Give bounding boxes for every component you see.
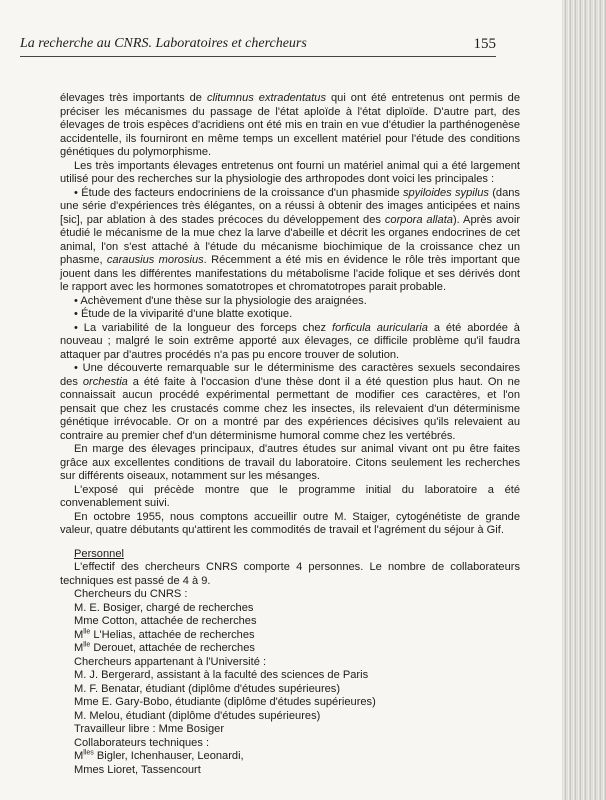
personnel-entry: Mmes Lioret, Tassencourt <box>74 763 201 776</box>
species-name: carausius morosius <box>106 254 204 266</box>
paragraph-principales: Les très importants élevages entretenus ont fourni un matériel animal qui a été largement utilisé pour des recherches sur la physiologie des arthropodes dont voici les principales : <box>60 159 520 185</box>
organ-name: corpora allata <box>384 213 453 226</box>
bullet-araignees: • Achèvement d'une thèse sur la physiologie des araignées. <box>74 294 367 307</box>
personnel-entry: $M^{lle}$ Derouet, attachée de recherches <box>74 641 255 654</box>
university-heading: Chercheurs appartenant à l'Université : <box>74 655 267 668</box>
running-title: La recherche au CNRS. Laboratoires et chercheurs <box>20 36 307 51</box>
bullet-forceps: • La variabilité de la longueur des forceps chez forficula auricularia a été abordée à nouveau ; malgré le soin extrême apporté aux élevages, ce difficile problème qu'il faudra attaquer par d'autres procédés n'a pas pu encore trouver de solution. <box>60 321 520 361</box>
page-edge-stack <box>562 0 606 800</box>
paragraph-octobre: En octobre 1955, nous comptons accueillir outre M. Staiger, cytogénétiste de grande valeur, quatre débutants qu'attirent les commodités de travail et l'agrément du séjour à Gif. <box>60 510 520 536</box>
species-name: forficula auricularia <box>332 321 428 334</box>
personnel-entry: M. E. Bosiger, chargé de recherches <box>74 601 254 614</box>
species-name: spyiloides sypilus <box>402 186 489 199</box>
personnel-entry: M. Melou, étudiant (diplôme d'études supérieures) <box>74 709 321 722</box>
page-body <box>60 92 520 777</box>
technical-heading: Collaborateurs techniques : <box>74 736 210 749</box>
species-name: orchestia <box>82 375 128 388</box>
species-name: clitumnus extradentatus <box>206 92 327 104</box>
cnrs-heading: Chercheurs du CNRS : <box>74 588 188 600</box>
paragraph-elevages: élevages très importants de clitumnus extradentatus qui ont été entretenus ont permis de préciser les mécanismes du passage de l'état aploïde à l'état diploïde. D'autre part, des élevages de trois espèces d'acridiens ont été mis en train en vue d'étudier la parthénogenèse accidentelle, ils fourniront en même temps un excellent matériel pour l'étude des conditions génétiques du polymorphisme. <box>60 92 520 158</box>
personnel-entry: $M^{lles}$ Bigler, Ichenhauser, Leonardi, <box>74 749 244 762</box>
section-heading-personnel: Personnel <box>74 547 124 560</box>
running-header <box>20 36 496 57</box>
personnel-entry: Mme Cotton, attachée de recherches <box>74 615 257 627</box>
bullet-endocriniens: • Étude des facteurs endocriniens de la croissance d'un phasmide spyiloides sypilus (dans une série d'expériences très élégantes, on a réussi à obtenir des images anticipées et nains [sic], par ablation à des stades précoces du développement des corpora allata). Après avoir étudié le mécanisme de la mue chez la larve d'abeille et décrit les organes endocrines de cet animal, l'on s'est attaché à l'étude du mécanisme biochimique de la croissance chez un phasme, carausius morosius. Récemment a été mis en évidence le rôle très important que jouent dans les différentes manifestations du métabolisme l'acide folique et ses dérivés dont le rapport avec les hormones somatotropes et chromatotropes parait probable. <box>60 186 521 293</box>
personnel-intro: L'effectif des chercheurs CNRS comporte 4 personnes. Le nombre de collaborateurs techniques est passé de 4 à 9. <box>60 561 520 587</box>
page-number: 155 <box>473 36 496 52</box>
paragraph-marge: En marge des élevages principaux, d'autres études sur animal vivant ont pu être faites grâce aux excellentes conditions de travail du laboratoire. Citons seulement les recherches sur différents oiseaux, notamment sur les mésanges. <box>60 443 520 482</box>
personnel-entry: $M^{lle}$ L'Helias, attachée de recherches <box>74 627 255 641</box>
bullet-orchestia: • Une découverte remarquable sur le déterminisme des caractères sexuels secondaires des orchestia a été faite à l'occasion d'une thèse dont il a été question plus haut. On ne connaissait aucun procédé expérimental permettant de modifier ces caractères, et l'on pensait que chez les crustacés comme chez les insectes, ils relevaient d'un déterminisme génétique irrévocable. Or on a montré par des expériences décisives qu'ils relevaient au contraire au premier chef d'un déterminisme humoral comme chez les vertébrés. <box>60 362 520 442</box>
free-worker: Travailleur libre : Mme Bosiger <box>74 723 225 735</box>
bullet-blatte: • Étude de la viviparité d'une blatte exotique. <box>74 308 293 320</box>
section-gap <box>60 538 520 548</box>
personnel-entry: M. J. Bergerard, assistant à la faculté des sciences de Paris <box>74 669 369 681</box>
paragraph-expose: L'exposé qui précède montre que le programme initial du laboratoire a été convenablement suivi. <box>60 483 520 509</box>
personnel-entry: Mme E. Gary-Bobo, étudiante (diplôme d'études supérieures) <box>74 696 376 708</box>
personnel-entry: M. F. Benatar, étudiant (diplôme d'études supérieures) <box>74 682 341 695</box>
